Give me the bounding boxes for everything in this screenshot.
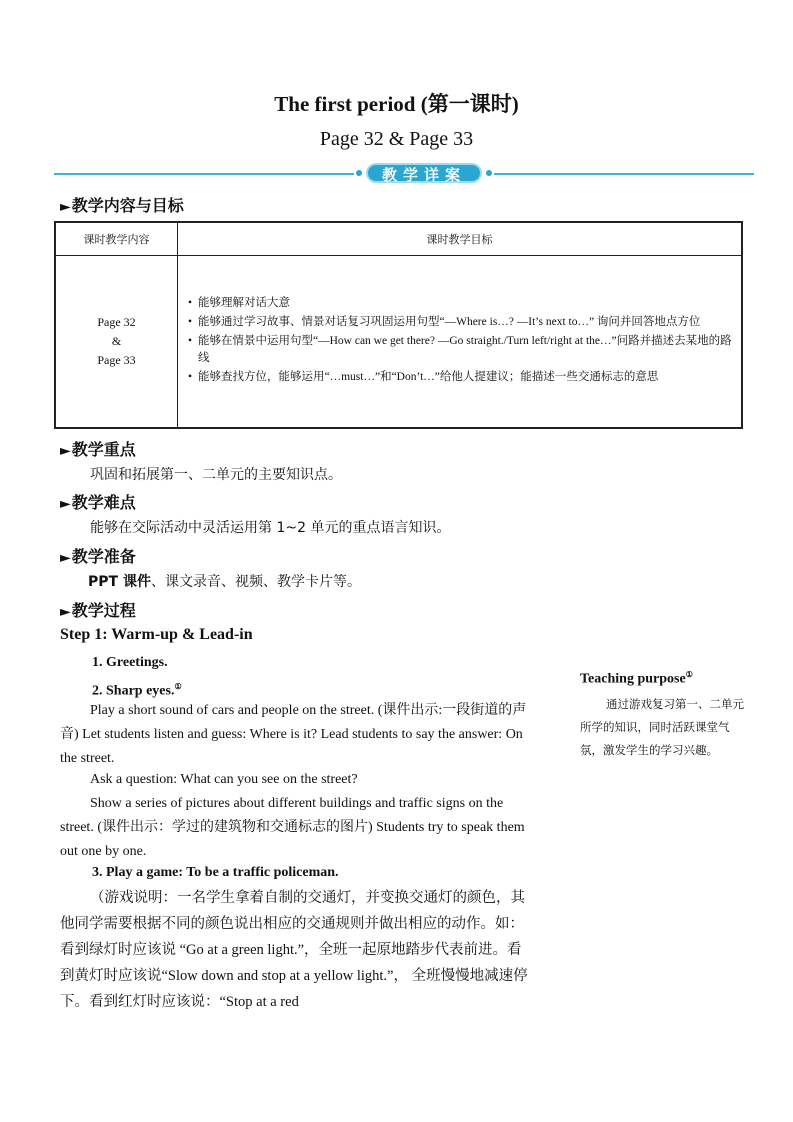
triangle-icon: ►	[60, 443, 71, 459]
table-cell-goals	[178, 256, 743, 429]
difficulties-text: 能够在交际活动中灵活运用第 1~2 单元的重点语言知识。	[90, 520, 451, 536]
step-item-sharp-eyes: 2. Sharp eyes.①	[92, 682, 182, 699]
triangle-icon: ►	[60, 199, 71, 215]
goal-item: • 能够查找方位，能够运用“…must…”和“Don’t…”给他人提建议；能描述一些交通标志的意思	[188, 369, 735, 386]
step-item-game: 3. Play a game: To be a traffic policeman.	[92, 865, 339, 880]
paragraph-game-rules: （游戏说明：一名学生拿着自制的交通灯，并变换交通灯的颜色，其他同学需要根据不同的颜色说出相应的交通规则并做出相应的动作。如：看到绿灯时应该说 “Go at a green light.”，全班一起原地踏步代表前进。看到黄灯时应该说“Slow down and stop at a yellow light.”， 全班慢慢地减速停下。看到红灯时应该说：“Stop at a red	[60, 890, 528, 1010]
paragraph-question: Ask a question: What can you see on the street?	[90, 772, 358, 787]
table-header-goals: 课时教学目标	[178, 222, 743, 256]
teaching-purpose-text: 通过游戏复习第一、二单元所学的知识，同时活跃课堂气氛，激发学生的学习兴趣。	[580, 697, 744, 757]
pages-line: Page 32	[97, 315, 136, 329]
triangle-icon: ►	[60, 604, 71, 620]
table-header-content: 课时教学内容	[55, 222, 178, 256]
footnote-mark: ①	[174, 682, 182, 691]
pages-line: &	[111, 334, 122, 348]
step-title: Step 1: Warm-up & Lead-in	[60, 626, 253, 643]
table-cell-pages	[55, 256, 178, 429]
banner-label: 教学详案	[381, 166, 466, 184]
goals-table	[54, 221, 743, 429]
goal-item: • 能够通过学习故事、情景对话复习巩固运用句型“—Where is…? —It’s next to…” 询问并回答地点方位	[188, 314, 735, 331]
goal-item: • 能够在情景中运用句型“—How can we get there? —Go straight./Turn left/right at the…”问路并描述去某地的路线	[188, 333, 735, 367]
key-points-text: 巩固和拓展第一、二单元的主要知识点。	[90, 467, 342, 483]
page-subtitle: Page 32 & Page 33	[319, 128, 474, 150]
paragraph-sound: Play a short sound of cars and people on the street. (课件出示:一段街道的声音) Let students listen and guess: Where is it? Lead students to say the answer: On the street.	[60, 703, 527, 766]
triangle-icon: ►	[60, 496, 71, 512]
pages-line: Page 33	[97, 353, 136, 367]
teaching-purpose-title: Teaching purpose①	[580, 670, 693, 687]
section-heading-difficulties: ►教学难点	[60, 493, 136, 512]
section-banner	[54, 160, 754, 188]
page-title: The first period (第一课时)	[274, 92, 519, 116]
banner-pill	[354, 161, 494, 185]
section-heading-content-goals: ►教学内容与目标	[60, 196, 184, 215]
step-item-greetings: 1. Greetings.	[92, 655, 168, 670]
banner-line-right	[494, 173, 754, 175]
section-heading-key-points: ►教学重点	[60, 440, 136, 459]
preparation-rest: 、课文录音、视频、教学卡片等。	[150, 574, 361, 590]
footnote-mark: ①	[685, 670, 693, 679]
paragraph-pictures: Show a series of pictures about different buildings and traffic signs on the street. (课件出示：学过的建筑物和交通标志的图片) Students try to speak them out one by one.	[60, 796, 525, 859]
section-heading-process: ►教学过程	[60, 601, 136, 620]
preparation-text	[88, 571, 361, 591]
preparation-bold: PPT 课件	[88, 574, 151, 590]
banner-line-left	[54, 173, 354, 175]
goal-item: • 能够理解对话大意	[188, 295, 735, 312]
triangle-icon: ►	[60, 550, 71, 566]
section-heading-preparation: ►教学准备	[60, 547, 136, 566]
